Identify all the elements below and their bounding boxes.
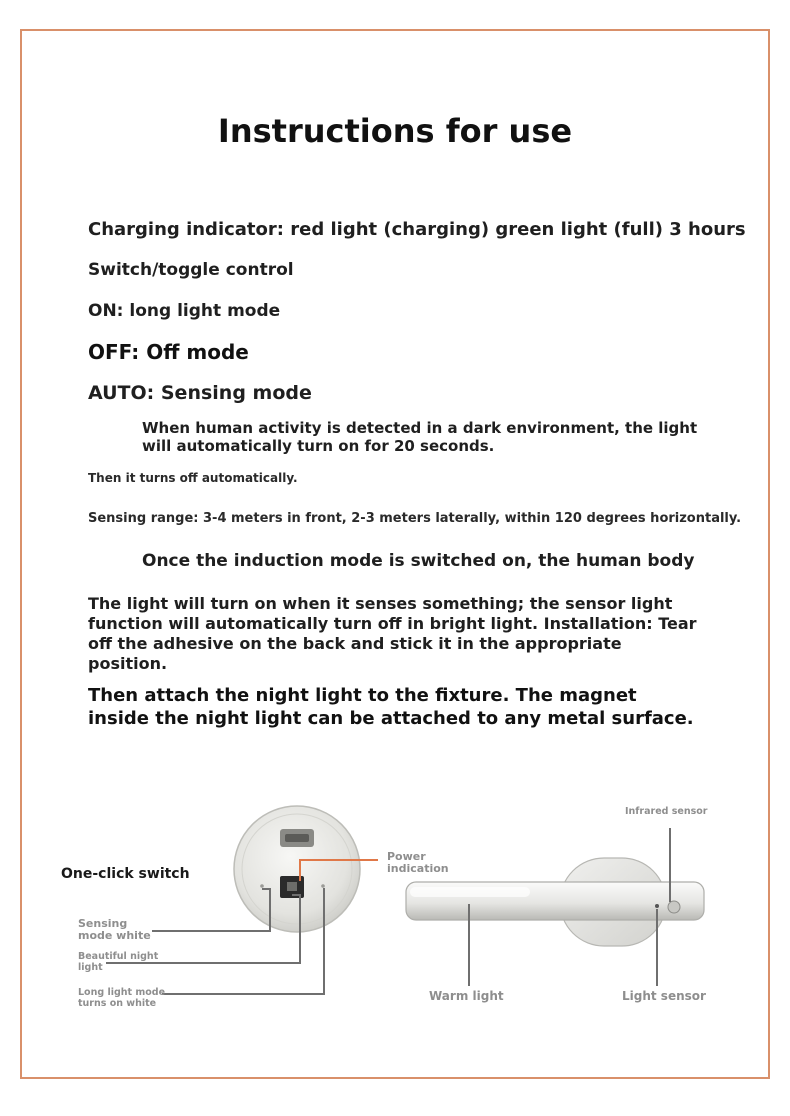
attach-text: Then attach the night light to the fixture. The magnet inside the night light can be attached to any metal surface. <box>88 685 694 729</box>
warm-light-label: Warm light <box>429 989 504 1003</box>
turns-off-text: Then it turns off automatically. <box>88 471 298 485</box>
infrared-sensor-icon <box>668 901 680 913</box>
switch-control-text: Switch/toggle control <box>88 260 294 280</box>
infrared-sensor-label: Infrared sensor <box>625 806 708 817</box>
beautiful-night-light-label: Beautiful night light <box>78 951 159 973</box>
induction-text: Once the induction mode is switched on, the human body <box>142 551 695 571</box>
end-cap-device <box>234 806 360 932</box>
off-mode-text: OFF: Off mode <box>88 340 249 364</box>
auto-detail-text: When human activity is detected in a dark environment, the light will automatically turn on for 20 seconds. <box>142 419 698 455</box>
bar-light-device <box>406 858 704 946</box>
page-title: Instructions for use <box>217 112 573 150</box>
light-sensor-label: Light sensor <box>622 989 706 1003</box>
power-indication-label: Power indication <box>387 850 449 875</box>
light-sensor-icon <box>655 904 659 908</box>
sensing-range-text: Sensing range: 3-4 meters in front, 2-3 meters laterally, within 120 degrees horizontally. <box>88 511 742 526</box>
charging-indicator-text: Charging indicator: red light (charging) green light (full) 3 hours <box>88 219 746 240</box>
sensing-mode-label: Sensing mode white <box>78 917 151 942</box>
one-click-switch-label: One-click switch <box>61 866 190 882</box>
light-on-text: The light will turn on when it senses something; the sensor light function will automatically turn off in bright light. Installation: Tear off the adhesive on the back and stick it in the appropriate position. <box>88 594 697 673</box>
on-mode-text: ON: long light mode <box>88 301 281 321</box>
auto-mode-text: AUTO: Sensing mode <box>88 382 312 404</box>
long-light-mode-label: Long light mode turns on white <box>78 987 166 1009</box>
